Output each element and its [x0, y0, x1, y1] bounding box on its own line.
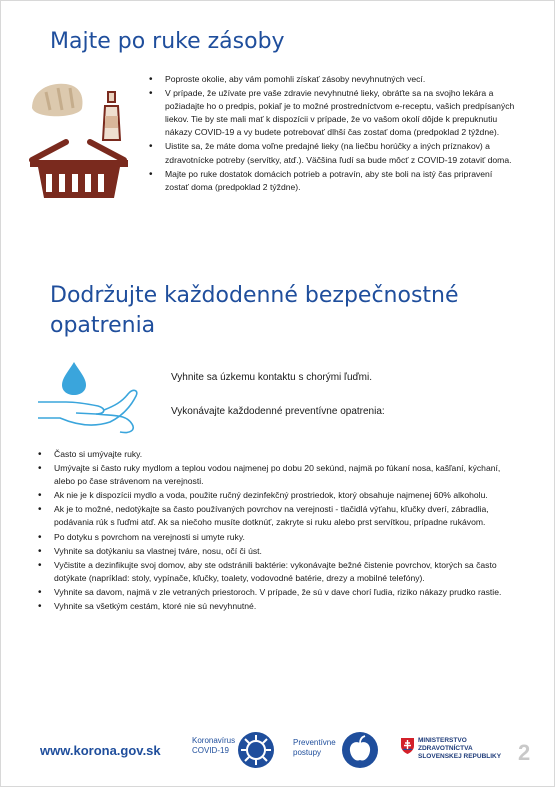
logo-koronavirus-line2: COVID-19 — [192, 746, 229, 755]
hand-water-drop-icon — [36, 358, 146, 438]
list-item: • Často si umývajte ruky. — [36, 448, 506, 461]
ministry-line3: SLOVENSKEJ REPUBLIKY — [418, 753, 502, 760]
ministry-line2: ZDRAVOTNÍCTVA — [418, 745, 473, 752]
page-number: 2 — [518, 740, 531, 765]
list-item: • Vyhnite sa dotýkaniu sa vlastnej tváre, nosu, očí či úst. — [36, 545, 506, 558]
heading-measures: Dodržujte každodenné bezpečnostné opatrenia — [50, 283, 459, 338]
list-item: • Majte po ruke dostatok domácich potrieb a potravín, aby ste boli na istý čas pripravení zostať doma (predpoklad 2 týždne). — [147, 168, 517, 194]
ministry-line1: MINISTERSTVO — [418, 737, 467, 744]
groceries-basket-icon — [28, 76, 133, 201]
lead-text-precautions: Vykonávajte každodenné preventívne opatrenia: — [171, 406, 385, 417]
list-item: • V prípade, že užívate pre vaše zdravie nevyhnutné lieky, obráťte sa na svojho lekára a požiadajte ho o predpis, pokiaľ je to možné prostredníctvom e-receptu, vašich predpísaných liekov. Tie by ste mali mať k dispozícii v prípade, že vo vašom okolí dôjde k prepuknutiu nákazy COVID-19 a vy budete potrebovať dlhší čas zostať doma (predpoklad 2 týždne). — [147, 87, 517, 139]
slovak-coat-of-arms-icon — [400, 737, 415, 755]
logo-koronavirus-label — [192, 736, 235, 756]
logo-prevention-line1: Preventívne — [293, 738, 336, 747]
apple-icon — [340, 730, 380, 770]
list-item: • Ak je to možné, nedotýkajte sa často používaných povrchov na verejnosti - tlačidlá výťahu, kľučky dverí, zábradlia, podávania rúk s ľuďmi atď. Ak sa niečoho musíte dotknúť, zakryte si ruku alebo prst servítkou, prípadne rukávom. — [36, 503, 506, 529]
list-item: • Vyhnite sa všetkým cestám, ktoré nie sú nevyhnutné. — [36, 600, 506, 613]
list-item: • Ak nie je k dispozícii mydlo a voda, použite ručný dezinfekčný prostriedok, ktorý obsahuje najmenej 60% alkoholu. — [36, 489, 506, 502]
list-item: • Po dotyku s povrchom na verejnosti si umyte ruky. — [36, 531, 506, 544]
ministry-label — [418, 737, 501, 761]
logo-prevention-line2: postupy — [293, 748, 322, 757]
list-item: • Poproste okolie, aby vám pomohli získať zásoby nevyhnutných vecí. — [147, 73, 517, 86]
list-item: • Umývajte si často ruky mydlom a teplou vodou najmenej po dobu 20 sekúnd, najmä po fúkaní nosa, kašľaní, kýchaní, alebo po čase strávenom na verejnosti. — [36, 462, 506, 488]
korona-website-link[interactable]: www.korona.gov.sk — [40, 743, 161, 758]
lead-text-avoid-contact: Vyhnite sa úzkemu kontaktu s chorými ľuďmi. — [171, 372, 372, 383]
measures-list — [36, 448, 506, 614]
virus-shield-icon — [236, 730, 276, 770]
logo-koronavirus-line1: Koronavírus — [192, 736, 236, 745]
list-item: • Vyhnite sa davom, najmä v zle vetraných priestoroch. V prípade, že sú v dave chorí ľudia, riziko nákazy prudko rastie. — [36, 586, 506, 599]
supplies-list — [147, 73, 517, 195]
list-item: • Uistite sa, že máte doma voľne predajné lieky (na liečbu horúčky a iných príznakov) a zdravotnícke potreby (servítky, atď.). Väčšina ľudí sa bude môcť z COVID-19 zotaviť doma. — [147, 140, 517, 166]
list-item: • Vyčistite a dezinfikujte svoj domov, aby ste odstránili baktérie: vykonávajte bežné čistenie povrchov, ktorých sa často dotýkate (napríklad: stoly, vypínače, kľučky, toalety, vodovodné batérie, drezy a mobilné telefóny). — [36, 559, 506, 585]
heading-supplies: Majte po ruke zásoby — [50, 29, 285, 54]
logo-prevention-label — [293, 738, 336, 758]
